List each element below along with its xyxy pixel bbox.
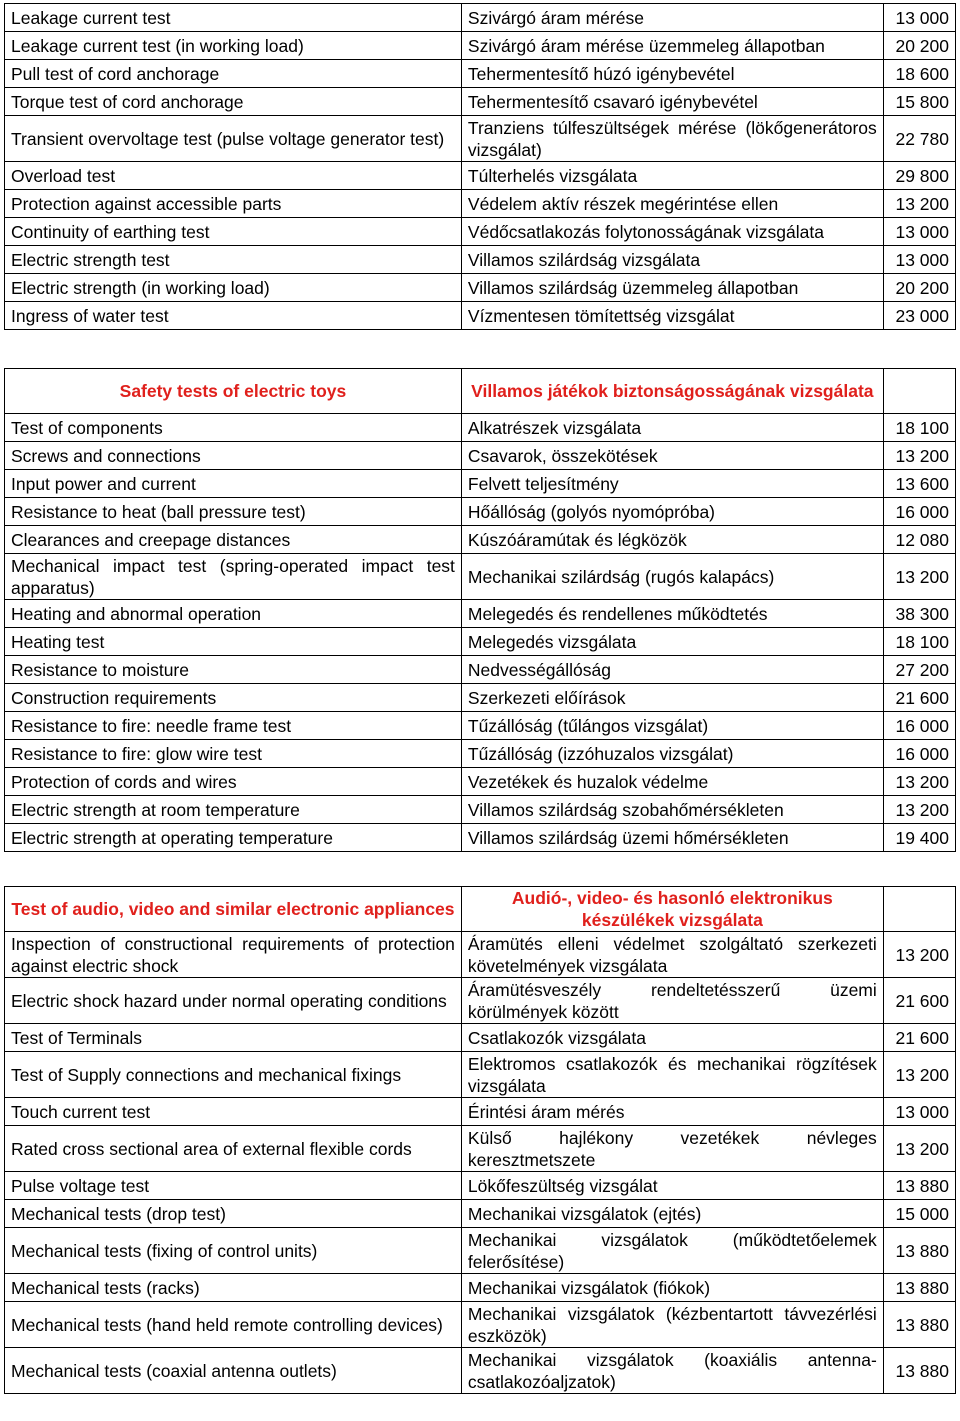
price-value: 13 000 — [883, 246, 955, 274]
test-name-en: Mechanical tests (fixing of control units) — [5, 1228, 462, 1274]
test-name-hu: Mechanikai vizsgálatok (fiókok) — [461, 1274, 883, 1302]
price-value: 20 200 — [883, 32, 955, 60]
table-row — [5, 1172, 956, 1200]
test-name-en: Resistance to heat (ball pressure test) — [5, 498, 462, 526]
test-name-en: Input power and current — [5, 470, 462, 498]
price-value: 19 400 — [883, 824, 955, 852]
test-name-hu: Mechanikai vizsgálatok (kézbentartott távvezérlési eszközök) — [461, 1302, 883, 1348]
test-name-hu: Vízmentesen tömítettség vizsgálat — [461, 302, 883, 330]
test-name-en: Mechanical impact test (spring-operated impact test apparatus) — [5, 554, 462, 600]
table-row — [5, 824, 956, 852]
test-name-hu: Érintési áram mérés — [461, 1098, 883, 1126]
price-value: 13 880 — [883, 1302, 955, 1348]
price-value: 21 600 — [883, 684, 955, 712]
price-value: 13 880 — [883, 1348, 955, 1394]
table-row — [5, 1228, 956, 1274]
test-name-en: Pull test of cord anchorage — [5, 60, 462, 88]
section-price-header — [883, 369, 955, 414]
test-name-hu: Villamos szilárdság üzemi hőmérsékleten — [461, 824, 883, 852]
test-name-hu: Tűzállóság (izzóhuzalos vizsgálat) — [461, 740, 883, 768]
test-name-en: Inspection of constructional requirements of protection against electric shock — [5, 932, 462, 978]
test-name-hu: Csatlakozók vizsgálata — [461, 1024, 883, 1052]
price-value: 13 880 — [883, 1228, 955, 1274]
test-name-hu: Villamos szilárdság vizsgálata — [461, 246, 883, 274]
table-row — [5, 190, 956, 218]
price-table-audio-video — [4, 886, 956, 1394]
test-name-hu: Melegedés vizsgálata — [461, 628, 883, 656]
test-name-hu: Külső hajlékony vezetékek névleges keresztmetszete — [461, 1126, 883, 1172]
test-name-en: Transient overvoltage test (pulse voltage generator test) — [5, 116, 462, 162]
price-value: 18 100 — [883, 414, 955, 442]
test-name-hu: Szivárgó áram mérése — [461, 4, 883, 32]
test-name-en: Resistance to fire: glow wire test — [5, 740, 462, 768]
price-value: 27 200 — [883, 656, 955, 684]
price-value: 38 300 — [883, 600, 955, 628]
test-name-hu: Vezetékek és huzalok védelme — [461, 768, 883, 796]
price-value: 13 200 — [883, 190, 955, 218]
test-name-en: Screws and connections — [5, 442, 462, 470]
price-value: 13 880 — [883, 1172, 955, 1200]
test-name-en: Mechanical tests (hand held remote controlling devices) — [5, 1302, 462, 1348]
test-name-en: Construction requirements — [5, 684, 462, 712]
table-row — [5, 554, 956, 600]
price-value: 13 000 — [883, 1098, 955, 1126]
table-row — [5, 1200, 956, 1228]
test-name-en: Resistance to moisture — [5, 656, 462, 684]
table-row — [5, 88, 956, 116]
table-row — [5, 768, 956, 796]
test-name-hu: Túlterhelés vizsgálata — [461, 162, 883, 190]
price-table-toys — [4, 368, 956, 852]
price-value: 13 200 — [883, 768, 955, 796]
test-name-hu: Tranziens túlfeszültségek mérése (lökőgenerátoros vizsgálat) — [461, 116, 883, 162]
test-name-en: Clearances and creepage distances — [5, 526, 462, 554]
price-value: 13 200 — [883, 1052, 955, 1098]
test-name-en: Resistance to fire: needle frame test — [5, 712, 462, 740]
test-name-en: Leakage current test (in working load) — [5, 32, 462, 60]
test-name-en: Mechanical tests (drop test) — [5, 1200, 462, 1228]
table-row — [5, 414, 956, 442]
table-row — [5, 712, 956, 740]
table-row — [5, 302, 956, 330]
table-row — [5, 470, 956, 498]
price-value: 13 200 — [883, 442, 955, 470]
test-name-en: Pulse voltage test — [5, 1172, 462, 1200]
price-value: 16 000 — [883, 498, 955, 526]
table-row — [5, 684, 956, 712]
test-name-en: Ingress of water test — [5, 302, 462, 330]
price-value: 18 600 — [883, 60, 955, 88]
price-value: 13 000 — [883, 4, 955, 32]
price-value: 13 600 — [883, 470, 955, 498]
test-name-en: Electric strength at operating temperature — [5, 824, 462, 852]
test-name-hu: Mechanikai vizsgálatok (működtetőelemek felerősítése) — [461, 1228, 883, 1274]
table-row — [5, 978, 956, 1024]
test-name-en: Overload test — [5, 162, 462, 190]
test-name-en: Test of Terminals — [5, 1024, 462, 1052]
table-row — [5, 1126, 956, 1172]
test-name-hu: Csavarok, összekötések — [461, 442, 883, 470]
section-header-row — [5, 369, 956, 414]
section-header-row — [5, 887, 956, 932]
table-row — [5, 116, 956, 162]
table-row — [5, 628, 956, 656]
test-name-hu: Elektromos csatlakozók és mechanikai rögzítések vizsgálata — [461, 1052, 883, 1098]
table-row — [5, 218, 956, 246]
test-name-hu: Áramütés elleni védelmet szolgáltató szerkezeti követelmények vizsgálata — [461, 932, 883, 978]
test-name-en: Heating and abnormal operation — [5, 600, 462, 628]
section-title-hu: Villamos játékok biztonságosságának vizsgálata — [461, 369, 883, 414]
price-value: 13 200 — [883, 554, 955, 600]
table-row — [5, 4, 956, 32]
test-name-hu: Szivárgó áram mérése üzemmeleg állapotban — [461, 32, 883, 60]
test-name-en: Touch current test — [5, 1098, 462, 1126]
table-row — [5, 1024, 956, 1052]
price-value: 18 100 — [883, 628, 955, 656]
test-name-hu: Védőcsatlakozás folytonosságának vizsgálata — [461, 218, 883, 246]
price-value: 16 000 — [883, 712, 955, 740]
section-price-header — [883, 887, 955, 932]
test-name-hu: Nedvességállóság — [461, 656, 883, 684]
test-name-hu: Kúszóáramútak és légközök — [461, 526, 883, 554]
test-name-en: Mechanical tests (racks) — [5, 1274, 462, 1302]
test-name-hu: Áramütésveszély rendeltetésszerű üzemi körülmények között — [461, 978, 883, 1024]
test-name-hu: Tűzállóság (tűlángos vizsgálat) — [461, 712, 883, 740]
test-name-hu: Szerkezeti előírások — [461, 684, 883, 712]
table-row — [5, 498, 956, 526]
section-title-hu: Audió-, video- és hasonló elektronikus készülékek vizsgálata — [461, 887, 883, 932]
test-name-hu: Villamos szilárdság üzemmeleg állapotban — [461, 274, 883, 302]
test-name-hu: Tehermentesítő csavaró igénybevétel — [461, 88, 883, 116]
table-row — [5, 740, 956, 768]
test-name-hu: Hőállóság (golyós nyomópróba) — [461, 498, 883, 526]
test-name-hu: Mechanikai vizsgálatok (koaxiális antenna-csatlakozóaljzatok) — [461, 1348, 883, 1394]
test-name-en: Mechanical tests (coaxial antenna outlets) — [5, 1348, 462, 1394]
price-value: 15 800 — [883, 88, 955, 116]
table-row — [5, 274, 956, 302]
test-name-hu: Mechanikai szilárdság (rugós kalapács) — [461, 554, 883, 600]
table-row — [5, 60, 956, 88]
table-row — [5, 1052, 956, 1098]
table-row — [5, 526, 956, 554]
test-name-en: Electric strength (in working load) — [5, 274, 462, 302]
test-name-hu: Felvett teljesítmény — [461, 470, 883, 498]
table-row — [5, 656, 956, 684]
test-name-en: Leakage current test — [5, 4, 462, 32]
table-row — [5, 1098, 956, 1126]
price-value: 13 200 — [883, 932, 955, 978]
test-name-en: Test of components — [5, 414, 462, 442]
test-name-hu: Mechanikai vizsgálatok (ejtés) — [461, 1200, 883, 1228]
test-name-en: Torque test of cord anchorage — [5, 88, 462, 116]
price-value: 21 600 — [883, 1024, 955, 1052]
test-name-hu: Melegedés és rendellenes működtetés — [461, 600, 883, 628]
table-row — [5, 162, 956, 190]
section-title-en: Safety tests of electric toys — [5, 369, 462, 414]
table-row — [5, 600, 956, 628]
price-value: 13 200 — [883, 1126, 955, 1172]
price-value: 16 000 — [883, 740, 955, 768]
test-name-en: Rated cross sectional area of external flexible cords — [5, 1126, 462, 1172]
test-name-en: Electric strength at room temperature — [5, 796, 462, 824]
table-row — [5, 32, 956, 60]
table-row — [5, 932, 956, 978]
price-value: 23 000 — [883, 302, 955, 330]
table-row — [5, 796, 956, 824]
price-value: 13 000 — [883, 218, 955, 246]
price-value: 13 880 — [883, 1274, 955, 1302]
test-name-en: Protection of cords and wires — [5, 768, 462, 796]
price-value: 15 000 — [883, 1200, 955, 1228]
price-value: 29 800 — [883, 162, 955, 190]
price-value: 22 780 — [883, 116, 955, 162]
test-name-en: Test of Supply connections and mechanical fixings — [5, 1052, 462, 1098]
table-row — [5, 1274, 956, 1302]
test-name-en: Electric strength test — [5, 246, 462, 274]
price-value: 12 080 — [883, 526, 955, 554]
price-value: 20 200 — [883, 274, 955, 302]
table-row — [5, 442, 956, 470]
section-title-en: Test of audio, video and similar electronic appliances — [5, 887, 462, 932]
table-row — [5, 1348, 956, 1394]
test-name-en: Heating test — [5, 628, 462, 656]
test-name-en: Electric shock hazard under normal operating conditions — [5, 978, 462, 1024]
price-table-general — [4, 3, 956, 330]
price-value: 21 600 — [883, 978, 955, 1024]
test-name-hu: Villamos szilárdság szobahőmérsékleten — [461, 796, 883, 824]
test-name-hu: Tehermentesítő húzó igénybevétel — [461, 60, 883, 88]
test-name-en: Protection against accessible parts — [5, 190, 462, 218]
test-name-hu: Lökőfeszültség vizsgálat — [461, 1172, 883, 1200]
table-row — [5, 1302, 956, 1348]
table-row — [5, 246, 956, 274]
test-name-hu: Alkatrészek vizsgálata — [461, 414, 883, 442]
price-value: 13 200 — [883, 796, 955, 824]
test-name-en: Continuity of earthing test — [5, 218, 462, 246]
test-name-hu: Védelem aktív részek megérintése ellen — [461, 190, 883, 218]
